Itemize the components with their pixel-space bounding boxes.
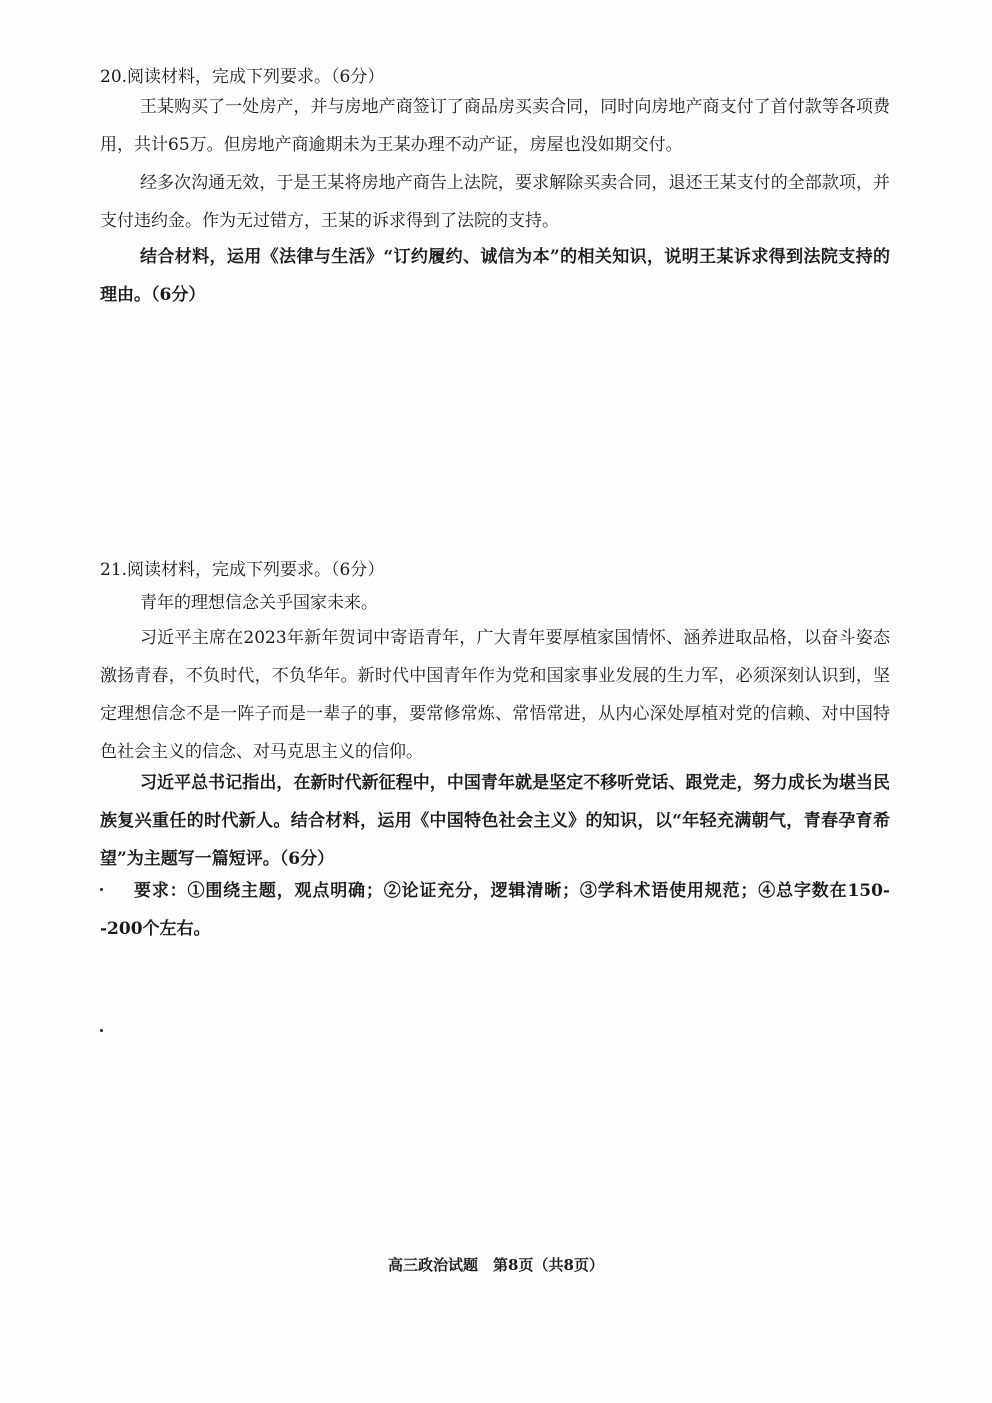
question-21-material-paragraph-1: 青年的理想信念关乎国家未来。 bbox=[140, 593, 378, 613]
page-footer: 高三政治试题 第8页（共8页） bbox=[388, 1256, 604, 1274]
question-21-requirements: 要求：①围绕主题，观点明确；②论证充分，逻辑清晰；③学科术语使用规范；④总字数在150--200个左右。 bbox=[100, 881, 890, 939]
question-20-task: 结合材料，运用《法律与生活》“订约履约、诚信为本”的相关知识，说明王某诉求得到法院支持的理由。（6分） bbox=[100, 247, 890, 305]
question-20-material-paragraph-1: 王某购买了一处房产，并与房地产商签订了商品房买卖合同，同时向房地产商支付了首付款等各项费用，共计65万。但房地产商逾期未为王某办理不动产证，房屋也没如期交付。 bbox=[100, 97, 890, 155]
question-20-material-paragraph-2: 经多次沟通无效，于是王某将房地产商告上法院，要求解除买卖合同，退还王某支付的全部款项，并支付违约金。作为无过错方，王某的诉求得到了法院的支持。 bbox=[100, 173, 890, 231]
scan-speck bbox=[100, 1029, 103, 1032]
question-21-material-paragraph-2: 习近平主席在2023年新年贺词中寄语青年，广大青年要厚植家国情怀、涵养进取品格，以奋斗姿态激扬青春，不负时代，不负华年。新时代中国青年作为党和国家事业发展的生力军，必须深刻认识到，坚定理想信念不是一阵子而是一辈子的事，要常修常炼、常悟常进，从内心深处厚植对党的信赖、对中国特色社会主义的信念、对马克思主义的信仰。 bbox=[100, 628, 890, 762]
question-20-title: 20.阅读材料，完成下列要求。（6分） bbox=[100, 67, 385, 87]
question-21-task: 习近平总书记指出，在新时代新征程中，中国青年就是坚定不移听党话、跟党走，努力成长为堪当民族复兴重任的时代新人。结合材料，运用《中国特色社会主义》的知识，以“年轻充满朝气，青春孕育希望”为主题写一篇短评。（6分） bbox=[100, 773, 890, 869]
question-21-title: 21.阅读材料，完成下列要求。（6分） bbox=[100, 560, 385, 580]
scan-speck bbox=[100, 888, 103, 891]
